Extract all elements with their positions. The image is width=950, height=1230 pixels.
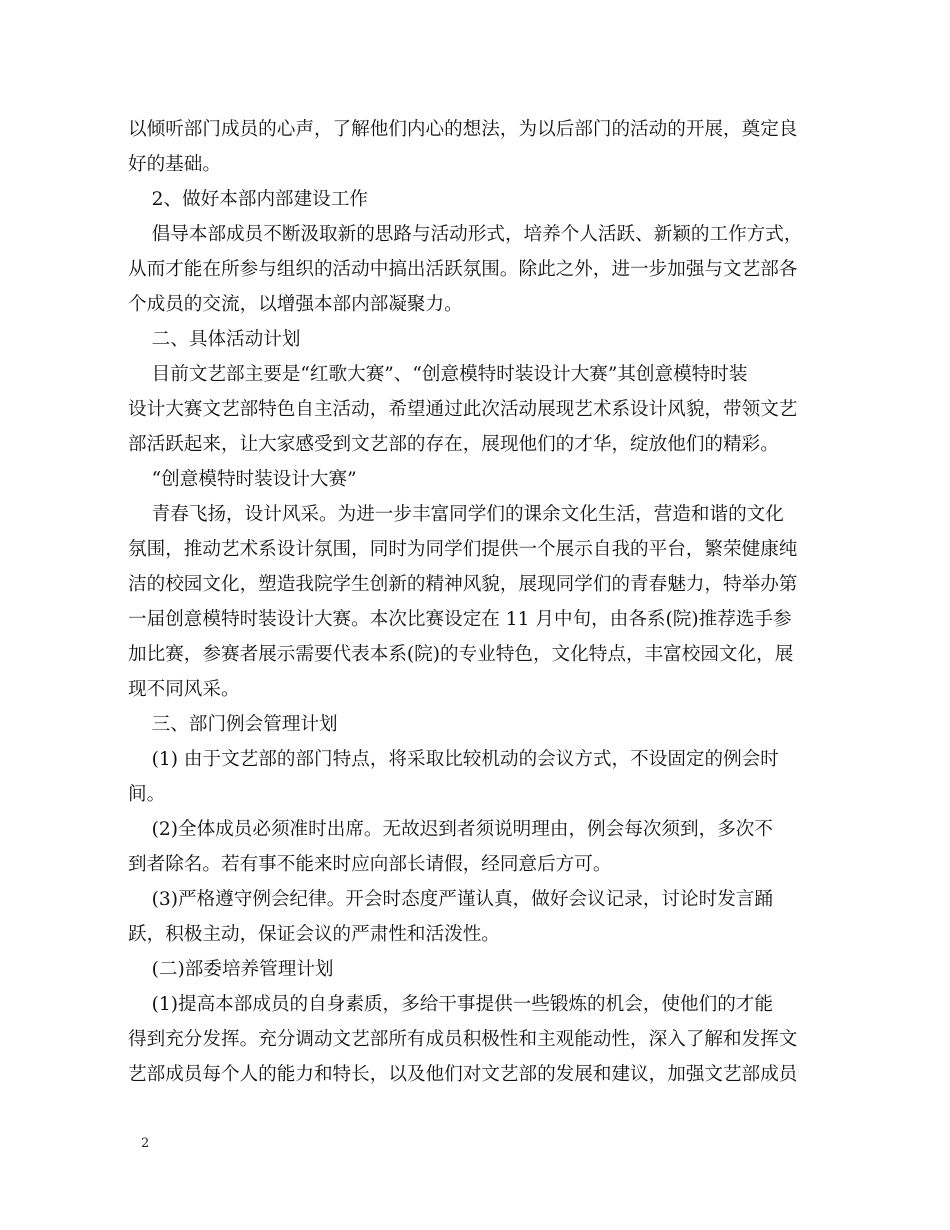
section-heading: “创意模特时装设计大赛” <box>128 469 357 490</box>
page-number: 2 <box>141 1136 150 1151</box>
text-line: 设计大赛文艺部特色自主活动，希望通过此次活动展现艺术系设计风貌，带领文艺 <box>128 399 798 420</box>
text-line: 间。 <box>128 784 166 805</box>
text-line: 部活跃起来，让大家感受到文艺部的存在，展现他们的才华，绽放他们的精彩。 <box>128 434 779 455</box>
text-line: 现不同风采。 <box>128 679 240 700</box>
text-line: (3)严格遵守例会纪律。开会时态度严谨认真，做好会议记录，讨论时发言踊 <box>128 889 773 910</box>
text-line: 个成员的交流，以增强本部内部凝聚力。 <box>128 294 463 315</box>
text-line: 到者除名。若有事不能来时应向部长请假，经同意后方可。 <box>128 854 612 875</box>
text-line: 倡导本部成员不断汲取新的思路与活动形式，培养个人活跃、新颖的工作方式， <box>128 224 803 245</box>
text-line: 目前文艺部主要是“红歌大赛”、“创意模特时装设计大赛”其创意模特时装 <box>128 364 748 385</box>
text-line: 加比赛，参赛者展示需要代表本系(院)的专业特色，文化特点，丰富校园文化，展 <box>128 644 794 665</box>
text-line: 跃，积极主动，保证会议的严肃性和活泼性。 <box>128 924 500 945</box>
text-line: 洁的校园文化，塑造我院学生创新的精神风貌，展现同学们的青春魅力，特举办第 <box>128 574 798 595</box>
text-line: 得到充分发挥。充分调动文艺部所有成员积极性和主观能动性，深入了解和发挥文 <box>128 1029 798 1050</box>
text-line: 从而才能在所参与组织的活动中搞出活跃氛围。除此之外，进一步加强与文艺部各 <box>128 259 798 280</box>
text-line: 以倾听部门成员的心声，了解他们内心的想法，为以后部门的活动的开展，奠定良 <box>128 119 798 140</box>
text-line: 一届创意模特时装设计大赛。本次比赛设定在 11 月中旬，由各系(院)推荐选手参 <box>128 609 792 630</box>
text-line: 好的基础。 <box>128 154 221 175</box>
text-line: (1)提高本部成员的自身素质，多给干事提供一些锻炼的机会，使他们的才能 <box>128 994 773 1015</box>
section-heading: 二、具体活动计划 <box>128 329 301 350</box>
text-line: (1) 由于文艺部的部门特点，将采取比较机动的会议方式，不设固定的例会时 <box>128 749 779 770</box>
section-heading: (二)部委培养管理计划 <box>128 959 334 980</box>
text-line: 艺部成员每个人的能力和特长，以及他们对文艺部的发展和建议，加强文艺部成员 <box>128 1064 798 1085</box>
section-heading: 三、部门例会管理计划 <box>128 714 338 735</box>
text-line: (2)全体成员必须准时出席。无故迟到者须说明理由，例会每次须到，多次不 <box>128 819 773 840</box>
section-heading: 2、做好本部内部建设工作 <box>128 189 369 210</box>
text-line: 氛围，推动艺术系设计氛围，同时为同学们提供一个展示自我的平台，繁荣健康纯 <box>128 539 798 560</box>
document-body <box>128 112 828 1092</box>
text-line: 青春飞扬，设计风采。为进一步丰富同学们的课余文化生活，营造和谐的文化 <box>128 504 784 525</box>
